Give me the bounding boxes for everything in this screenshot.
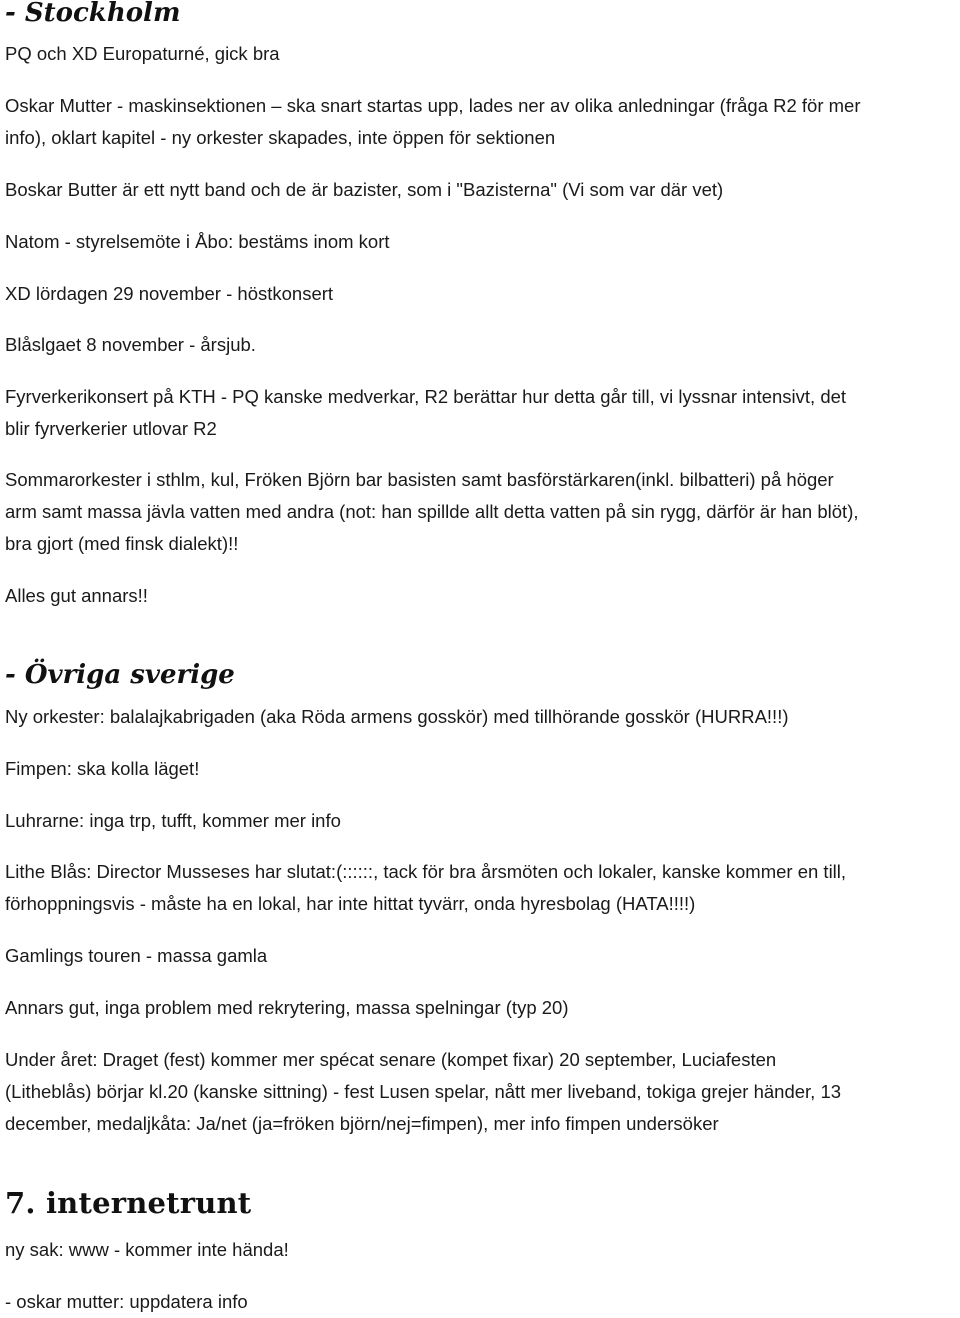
heading-internetrunt: 7. internetrunt xyxy=(5,1186,252,1220)
paragraph xyxy=(5,753,955,785)
paragraph xyxy=(5,856,955,920)
paragraph xyxy=(5,38,955,70)
paragraph xyxy=(5,992,955,1024)
paragraph xyxy=(5,940,955,972)
paragraph xyxy=(5,580,955,612)
heading-stockholm: - Stockholm xyxy=(5,0,181,28)
text-line: bra gjort (med finsk dialekt)!! xyxy=(5,533,239,554)
text-line: Fimpen: ska kolla läget! xyxy=(5,758,200,779)
paragraph xyxy=(5,701,955,733)
text-line: Blåslgaet 8 november - årsjub. xyxy=(5,334,256,355)
text-line: - oskar mutter: uppdatera info xyxy=(5,1291,248,1312)
text-line: info), oklart kapitel - ny orkester skapades, inte öppen för sektionen xyxy=(5,127,556,148)
text-line: Alles gut annars!! xyxy=(5,585,148,606)
paragraph xyxy=(5,90,955,154)
text-line: Lithe Blås: Director Musseses har slutat:(::::::, tack för bra årsmöten och lokaler, kanske kommer en till, xyxy=(5,861,847,882)
text-line: XD lördagen 29 november - höstkonsert xyxy=(5,283,334,304)
text-line: Sommarorkester i sthlm, kul, Fröken Björn bar basisten samt basförstärkaren(inkl. bilbatteri) på höger xyxy=(5,469,834,490)
paragraph xyxy=(5,329,955,361)
text-line: Annars gut, inga problem med rekrytering, massa spelningar (typ 20) xyxy=(5,997,569,1018)
paragraph xyxy=(5,1044,955,1140)
text-line: Ny orkester: balalajkabrigaden (aka Röda armens gosskör) med tillhörande gosskör (HURRA!!!) xyxy=(5,706,789,727)
text-line: Oskar Mutter - maskinsektionen – ska snart startas upp, lades ner av olika anledningar (fråga R2 för mer xyxy=(5,95,861,116)
paragraph xyxy=(5,805,955,837)
paragraph xyxy=(5,381,955,445)
text-line: december, medaljkåta: Ja/net (ja=fröken björn/nej=fimpen), mer info fimpen undersöker xyxy=(5,1113,719,1134)
paragraph xyxy=(5,226,955,258)
paragraph xyxy=(5,1234,955,1266)
text-line: arm samt massa jävla vatten med andra (not: han spillde allt detta vatten på sin rygg, därför är han blöt), xyxy=(5,501,859,522)
text-line: (Litheblås) börjar kl.20 (kanske sittning) - fest Lusen spelar, nått mer liveband, tokiga grejer händer, 13 xyxy=(5,1081,842,1102)
text-line: Fyrverkerikonsert på KTH - PQ kanske medverkar, R2 berättar hur detta går till, vi lyssnar intensivt, det xyxy=(5,386,847,407)
text-line: förhoppningsvis - måste ha en lokal, har inte hittat tyvärr, onda hyresbolag (HATA!!!!) xyxy=(5,893,696,914)
text-line: Boskar Butter är ett nytt band och de är bazister, som i "Bazisterna" (Vi som var där vet) xyxy=(5,179,724,200)
text-line: blir fyrverkerier utlovar R2 xyxy=(5,418,217,439)
paragraph xyxy=(5,278,955,310)
paragraph xyxy=(5,1286,955,1318)
text-line: ny sak: www - kommer inte hända! xyxy=(5,1239,289,1260)
text-line: Luhrarne: inga trp, tufft, kommer mer info xyxy=(5,810,341,831)
paragraph xyxy=(5,464,955,560)
text-line: Gamlings touren - massa gamla xyxy=(5,945,268,966)
text-line: PQ och XD Europaturné, gick bra xyxy=(5,43,280,64)
text-line: Natom - styrelsemöte i Åbo: bestäms inom kort xyxy=(5,231,390,252)
paragraph xyxy=(5,174,955,206)
heading-ovriga-sverige: - Övriga sverige xyxy=(5,660,235,690)
text-line: Under året: Draget (fest) kommer mer spécat senare (kompet fixar) 20 september, Luciafesten xyxy=(5,1049,777,1070)
